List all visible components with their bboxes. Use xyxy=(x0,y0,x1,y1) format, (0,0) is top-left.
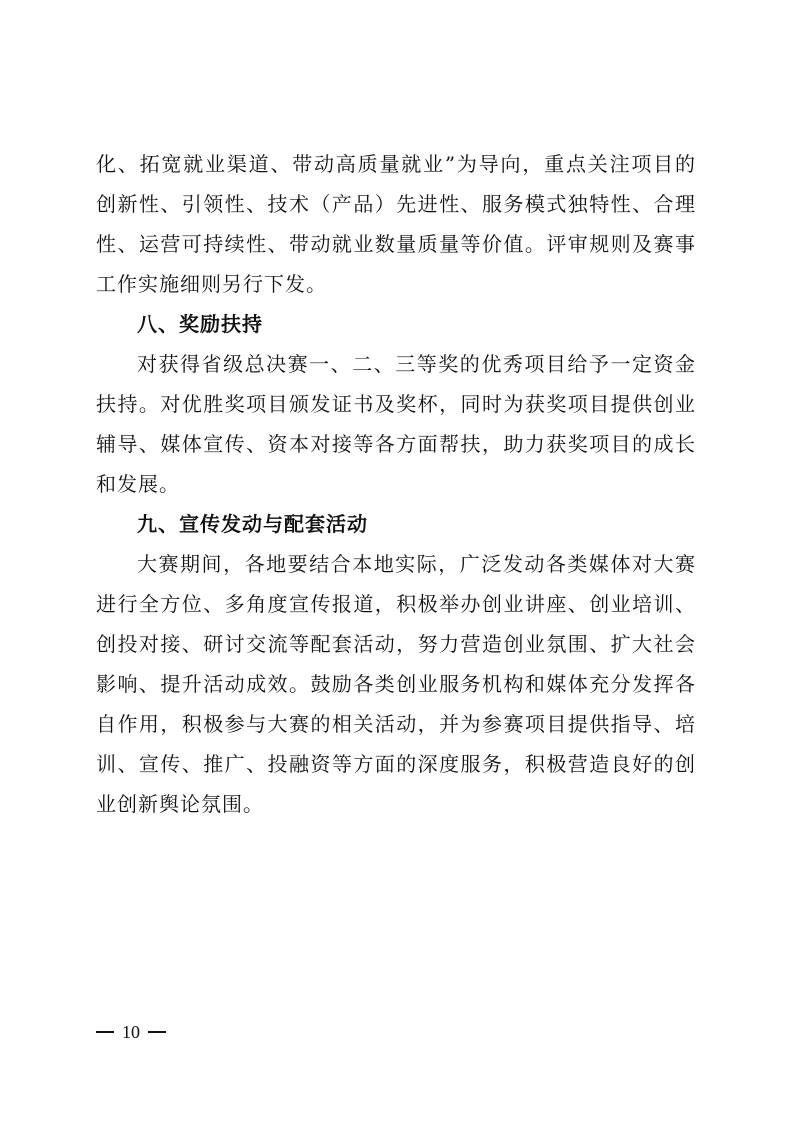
page-footer xyxy=(96,1020,166,1044)
dash-right xyxy=(148,1031,166,1033)
paragraph-line: 自作用，积极参与大赛的相关活动，并为参赛项目提供指导、培 xyxy=(96,712,696,736)
paragraph-line: 性、运营可持续性、带动就业数量质量等价值。评审规则及赛事 xyxy=(96,232,696,256)
paragraph-line: 大赛期间，各地要结合本地实际，广泛发动各类媒体对大赛 xyxy=(137,552,696,576)
paragraph-line: 辅导、媒体宣传、资本对接等各方面帮扶，助力获奖项目的成长 xyxy=(96,432,696,456)
paragraph-line: 影响、提升活动成效。鼓励各类创业服务机构和媒体充分发挥各 xyxy=(96,672,696,696)
paragraph-line: 化、拓宽就业渠道、带动高质量就业”为导向，重点关注项目的 xyxy=(96,152,696,176)
paragraph-line: 对获得省级总决赛一、二、三等奖的优秀项目给予一定资金 xyxy=(137,352,696,376)
paragraph-line: 创投对接、研讨交流等配套活动，努力营造创业氛围、扩大社会 xyxy=(96,632,696,656)
section-heading-9: 九、宣传发动与配套活动 xyxy=(137,512,368,536)
paragraph-line: 扶持。对优胜奖项目颁发证书及奖杯，同时为获奖项目提供创业 xyxy=(96,392,696,416)
paragraph-line: 训、宣传、推广、投融资等方面的深度服务，积极营造良好的创 xyxy=(96,752,696,776)
paragraph-line: 业创新舆论氛围。 xyxy=(96,792,264,816)
paragraph-line: 工作实施细则另行下发。 xyxy=(96,272,327,296)
paragraph-line: 创新性、引领性、技术（产品）先进性、服务模式独特性、合理 xyxy=(96,192,696,216)
paragraph-line: 进行全方位、多角度宣传报道，积极举办创业讲座、创业培训、 xyxy=(96,592,696,616)
page-number: 10 xyxy=(122,1021,140,1042)
section-heading-8: 八、奖励扶持 xyxy=(137,312,263,336)
dash-left xyxy=(96,1031,114,1033)
paragraph-line: 和发展。 xyxy=(96,472,180,496)
